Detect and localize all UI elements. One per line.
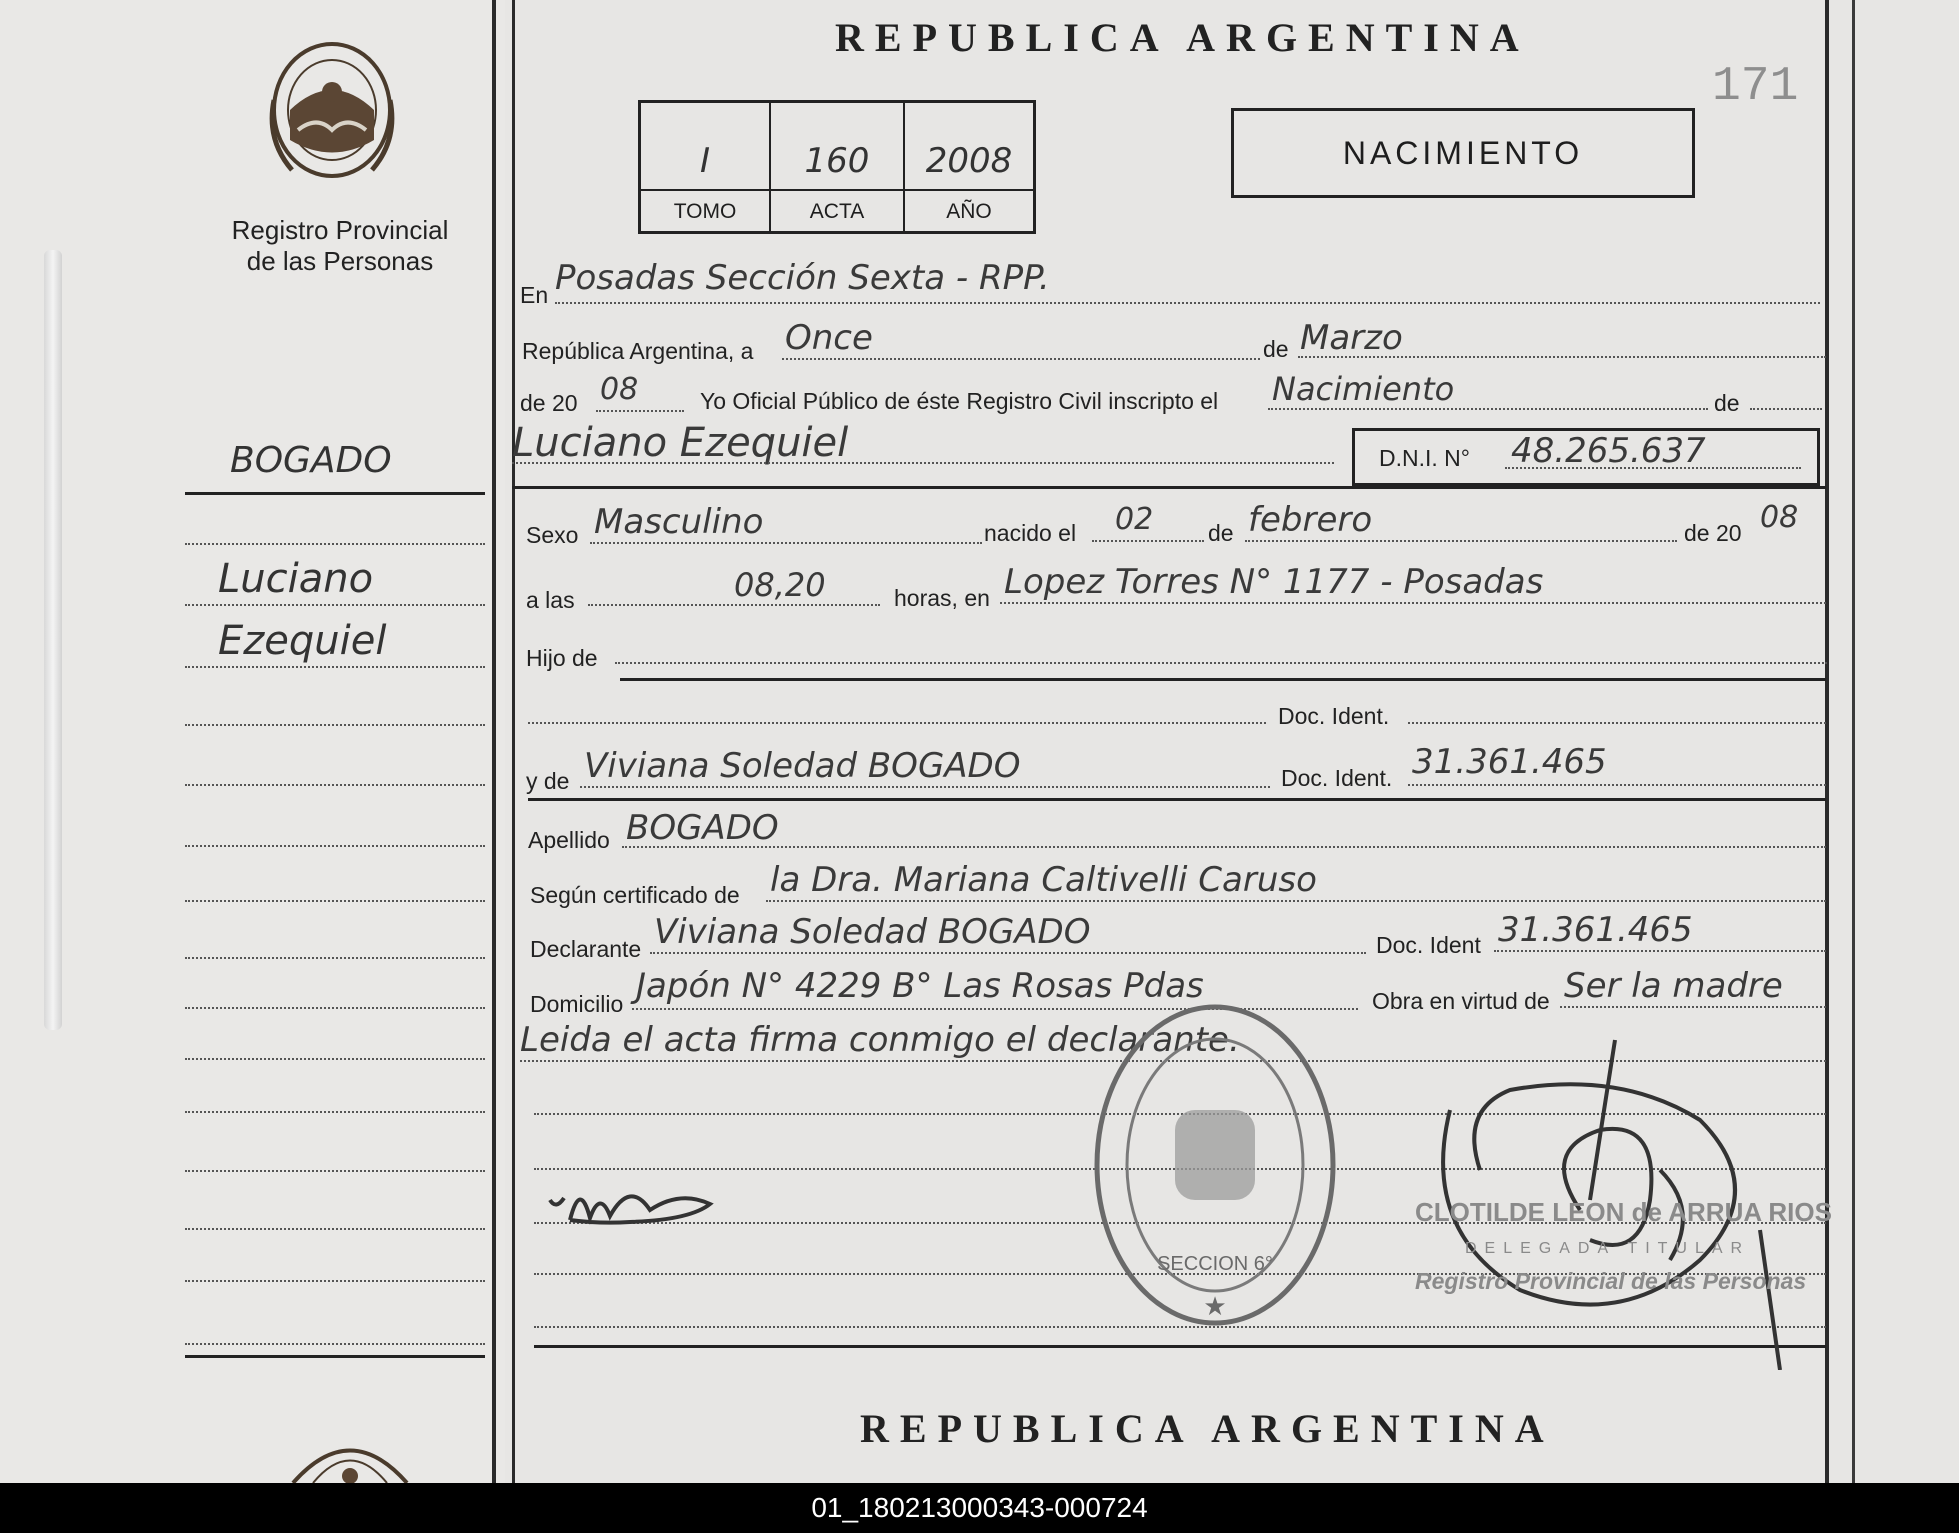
obra-line xyxy=(1560,1006,1826,1008)
margin-first-name: Luciano xyxy=(218,556,374,602)
margin-line xyxy=(185,1343,485,1345)
margin-line xyxy=(185,845,485,847)
inscription-line xyxy=(1268,408,1708,410)
birth-month-line xyxy=(1245,540,1677,542)
alas-label: a las xyxy=(526,587,575,613)
register-table xyxy=(638,100,1036,234)
margin-line xyxy=(185,543,485,545)
child-name-line xyxy=(512,462,1334,464)
en-label: En xyxy=(520,282,549,308)
svg-text:★: ★ xyxy=(1203,1292,1227,1322)
anio-cell xyxy=(905,103,1033,231)
margin-middle-name: Ezequiel xyxy=(218,618,387,664)
certificate-line xyxy=(766,900,1826,902)
registrar-title: DELEGADA TITULAR xyxy=(1465,1240,1751,1257)
margin-line xyxy=(185,492,485,495)
anio-label: AÑO xyxy=(905,189,1033,233)
birth-place-line xyxy=(1000,602,1826,604)
father-doc-line xyxy=(1408,722,1826,724)
margin-line xyxy=(185,1355,485,1358)
apellido-value: BOGADO xyxy=(626,808,779,848)
binding-spine xyxy=(44,250,62,1030)
margin-line xyxy=(185,604,485,606)
official-stamp-icon xyxy=(1090,1000,1340,1330)
mother-line xyxy=(580,786,1270,788)
registry-name-line2: de las Personas xyxy=(246,246,434,276)
dni-box xyxy=(1352,428,1820,486)
image-code-footer: 01_180213000343-000724 xyxy=(0,1483,1959,1533)
domicilio-value: Japón N° 4229 B° Las Rosas Pdas xyxy=(636,966,1204,1006)
registry-name-line1: Registro Provincial xyxy=(231,215,449,245)
margin-line xyxy=(185,1228,485,1230)
de-label-3: de xyxy=(1208,520,1234,546)
declarante-label: Declarante xyxy=(530,936,642,962)
mother-doc-line xyxy=(1408,784,1826,786)
hijo-line xyxy=(615,662,1827,664)
declarante-value: Viviana Soledad BOGADO xyxy=(654,912,1091,952)
page-edge xyxy=(1852,0,1855,1483)
stamp-center-text: SECCION 6° xyxy=(1157,1253,1273,1275)
year-suffix: 08 xyxy=(600,372,639,407)
note-text: Leida el acta firma conmigo el declarante. xyxy=(520,1020,1240,1060)
margin-surname: BOGADO xyxy=(230,440,392,481)
margin-line xyxy=(185,1170,485,1172)
anio-value: 2008 xyxy=(925,141,1013,181)
day-line xyxy=(782,358,1260,360)
section-rule xyxy=(528,798,1826,801)
margin-line xyxy=(185,1111,485,1113)
yde-label: y de xyxy=(526,768,570,794)
day-value: Once xyxy=(785,318,873,358)
birth-day: 02 xyxy=(1115,502,1154,537)
mother-name: Viviana Soledad BOGADO xyxy=(584,746,1021,786)
de20-label-2: de 20 xyxy=(1684,520,1742,546)
declarante-doc-line xyxy=(1494,950,1826,952)
de-label-2: de xyxy=(1714,390,1740,416)
acta-cell xyxy=(771,103,905,231)
margin-line xyxy=(185,957,485,959)
folio-number: 171 xyxy=(1712,60,1799,114)
section-rule xyxy=(620,678,1826,681)
margin-line xyxy=(185,784,485,786)
margin-line xyxy=(185,1058,485,1060)
inscription-type: Nacimiento xyxy=(1272,370,1455,408)
section-rule xyxy=(512,486,1826,489)
dni-value: 48.265.637 xyxy=(1511,431,1706,471)
apellido-label: Apellido xyxy=(528,827,610,853)
registry-name xyxy=(200,215,480,277)
de-line xyxy=(1750,408,1822,410)
margin-line xyxy=(185,1007,485,1009)
de-label: de xyxy=(1263,336,1289,362)
dni-label: D.N.I. N° xyxy=(1379,445,1470,471)
sexo-label: Sexo xyxy=(526,522,579,548)
tomo-value: I xyxy=(699,141,711,181)
hijo-label: Hijo de xyxy=(526,645,598,671)
declarante-line xyxy=(650,952,1366,954)
acta-label: ACTA xyxy=(771,189,903,233)
margin-border xyxy=(492,0,496,1483)
province-seal-icon xyxy=(262,30,402,190)
place-line xyxy=(555,302,1820,304)
margin-line xyxy=(185,900,485,902)
declarante-doc: 31.361.465 xyxy=(1498,910,1693,950)
segun-label: Según certificado de xyxy=(530,882,740,908)
domicilio-label: Domicilio xyxy=(530,991,624,1017)
doc-ident-label: Doc. Ident. xyxy=(1278,703,1390,729)
child-name: Luciano Ezequiel xyxy=(512,420,849,466)
republica-label: República Argentina, a xyxy=(522,338,754,364)
country-title-next: REPUBLICA ARGENTINA xyxy=(860,1406,1555,1451)
birth-time: 08,20 xyxy=(734,566,826,604)
horas-label: horas, en xyxy=(894,585,990,611)
sexo-value: Masculino xyxy=(594,502,764,542)
doc-ident-label-3: Doc. Ident xyxy=(1376,932,1481,958)
place-value: Posadas Sección Sexta - RPP. xyxy=(555,258,1050,298)
tomo-cell xyxy=(641,103,771,231)
year-line xyxy=(596,410,684,412)
province-seal-icon xyxy=(285,1428,415,1483)
birth-year-suffix: 08 xyxy=(1760,500,1799,535)
obra-value: Ser la madre xyxy=(1564,966,1783,1006)
record-type-box: NACIMIENTO xyxy=(1231,108,1695,198)
main-border-left xyxy=(512,0,515,1483)
apellido-line xyxy=(622,846,1826,848)
oficial-label: Yo Oficial Público de éste Registro Civil inscripto el xyxy=(700,388,1219,414)
margin-line xyxy=(185,724,485,726)
acta-value: 160 xyxy=(804,141,870,181)
birth-month: febrero xyxy=(1248,500,1373,540)
time-line xyxy=(588,604,880,606)
registrar-name: CLOTILDE LEON de ARRUA RIOS xyxy=(1415,1197,1832,1227)
doc-ident-label-2: Doc. Ident. xyxy=(1281,765,1393,791)
margin-line xyxy=(185,666,485,668)
dni-line xyxy=(1505,467,1801,469)
mother-doc: 31.361.465 xyxy=(1412,742,1607,782)
margin-line xyxy=(185,1280,485,1282)
certificate-by: la Dra. Mariana Caltivelli Caruso xyxy=(770,860,1317,900)
birth-place: Lopez Torres N° 1177 - Posadas xyxy=(1004,562,1544,602)
father-line xyxy=(528,722,1266,724)
tomo-label: TOMO xyxy=(641,189,769,233)
registrar-institution: Registro Provincial de las Personas xyxy=(1415,1268,1807,1294)
de20-label: de 20 xyxy=(520,390,578,416)
month-line xyxy=(1298,356,1826,358)
sexo-line xyxy=(590,542,982,544)
obra-label: Obra en virtud de xyxy=(1372,988,1550,1014)
nacido-label: nacido el xyxy=(984,520,1077,546)
birth-day-line xyxy=(1092,540,1204,542)
month-value: Marzo xyxy=(1300,318,1403,358)
country-title: REPUBLICA ARGENTINA xyxy=(835,15,1530,60)
officer-initials-icon xyxy=(540,1170,760,1240)
